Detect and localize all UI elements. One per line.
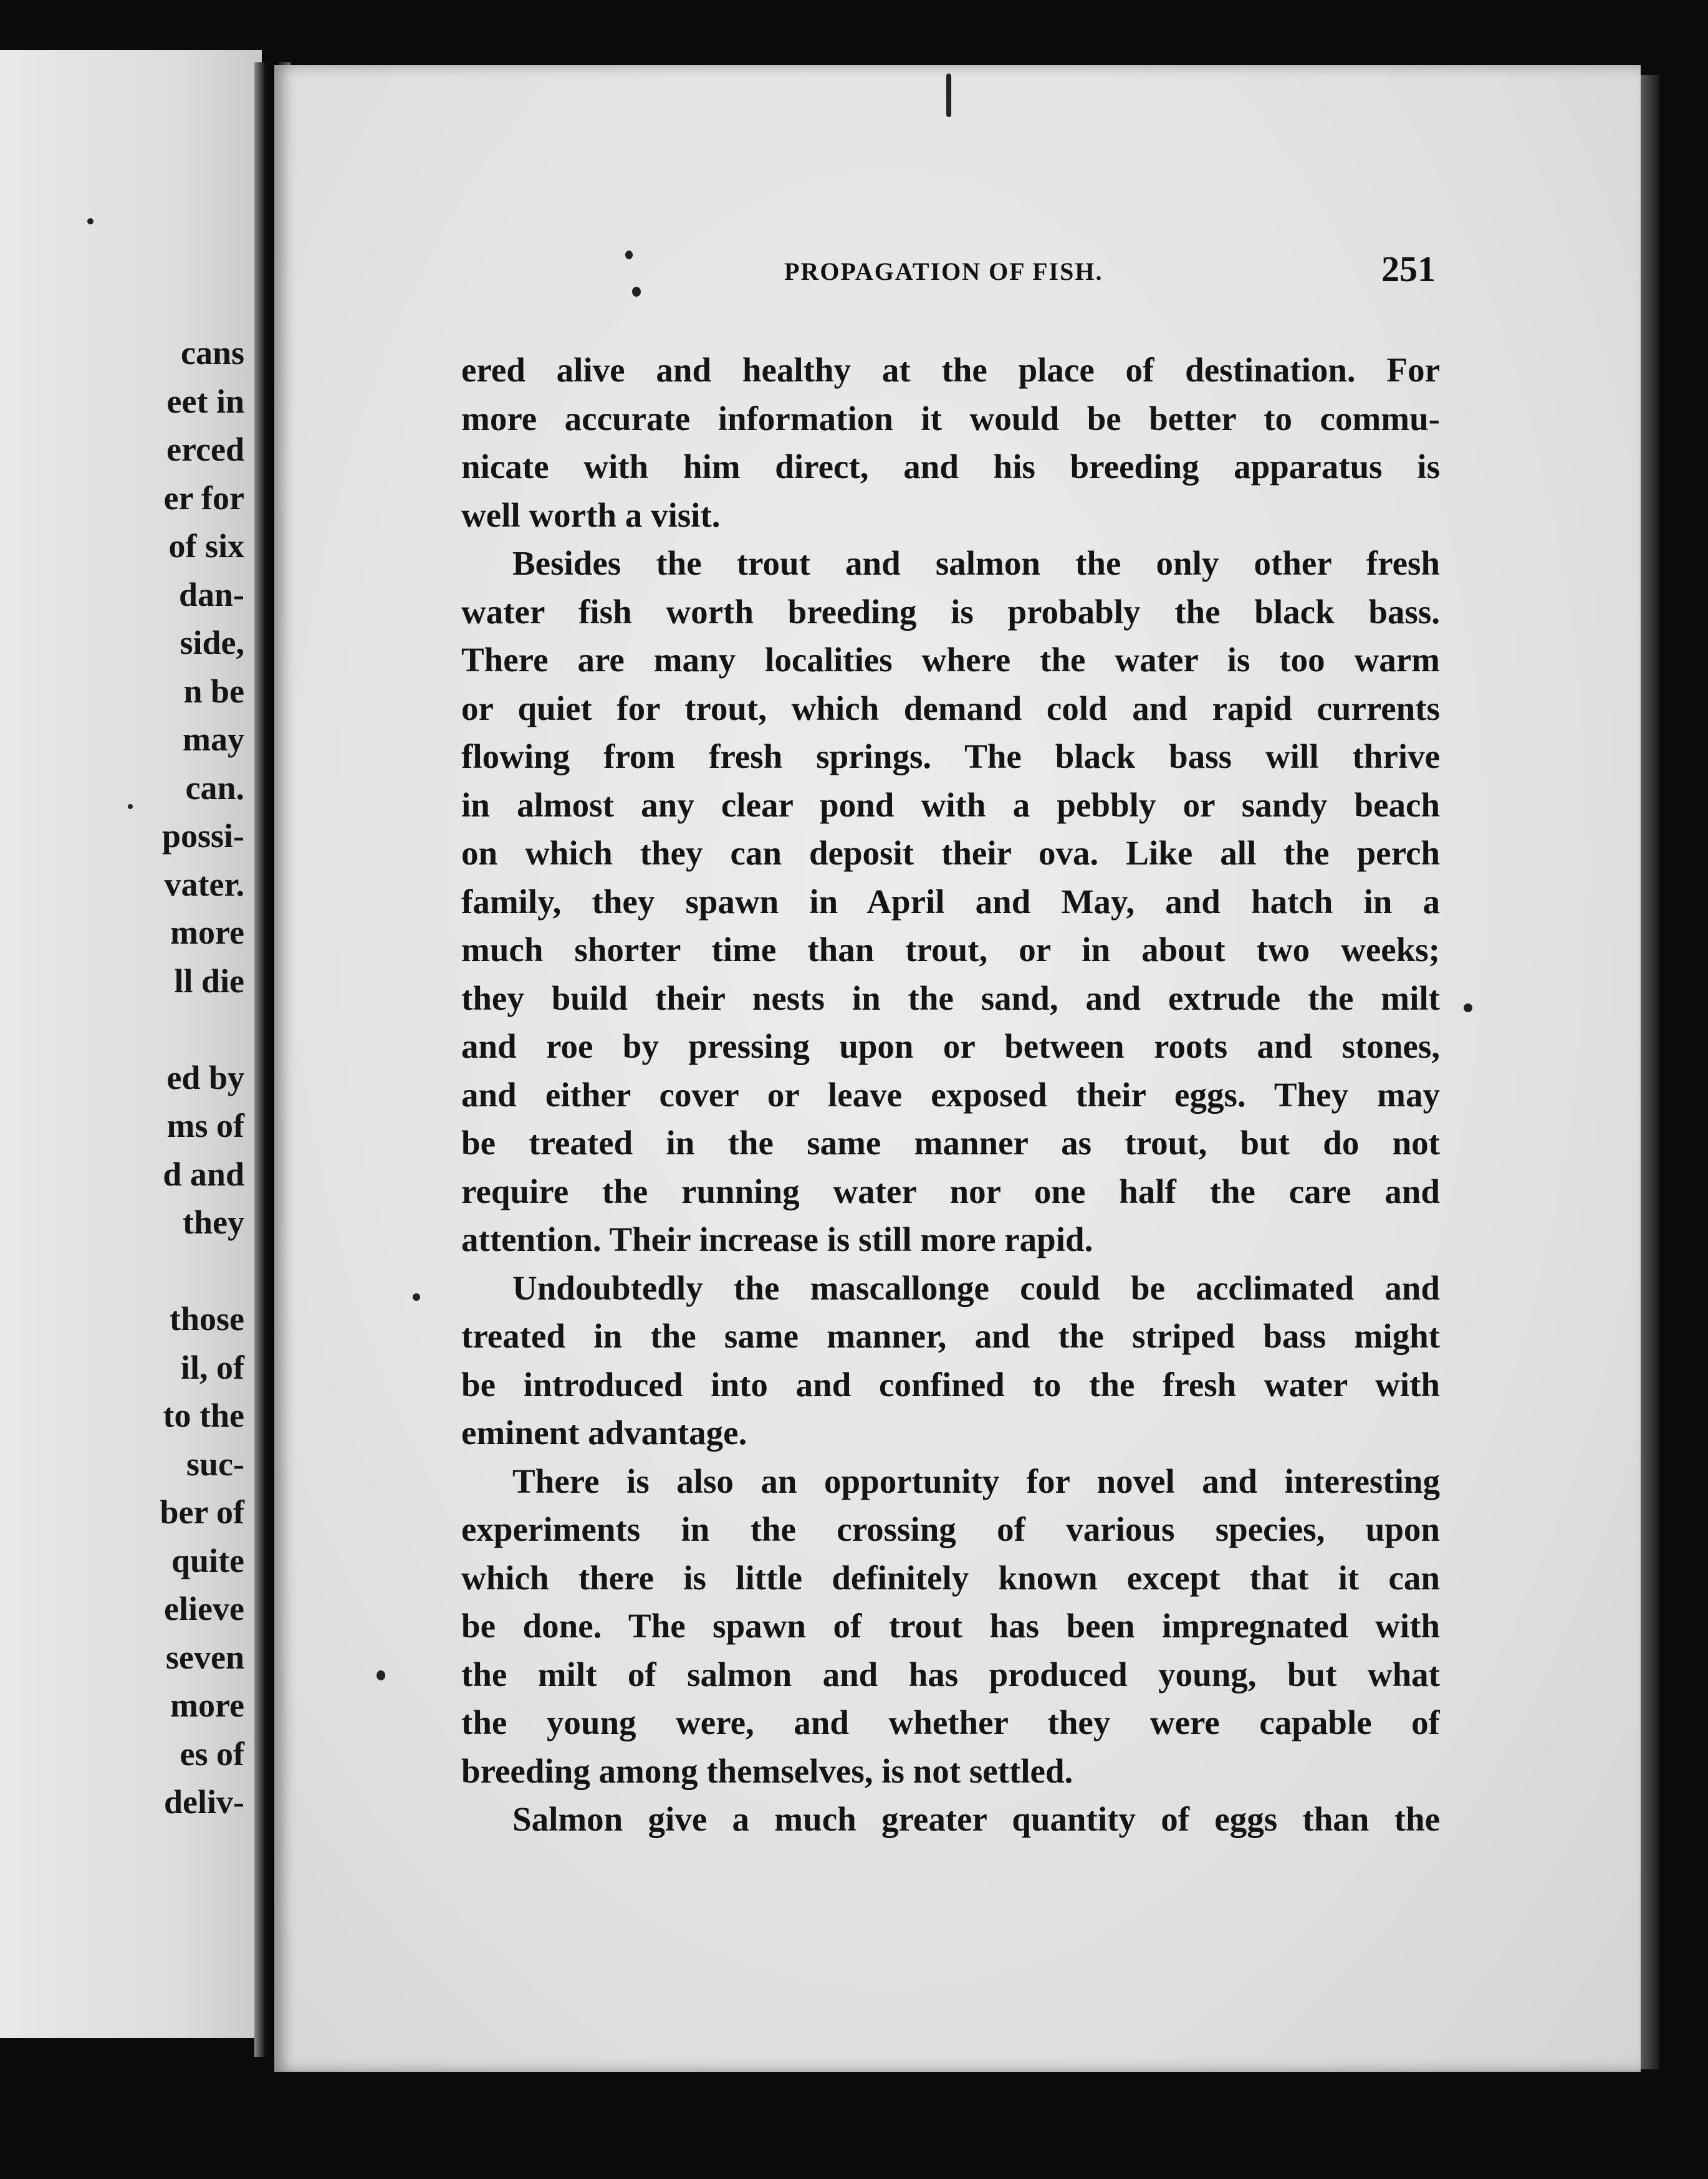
left-page-line: more bbox=[170, 914, 244, 951]
body-line: which there is little definitely known except that it can bbox=[461, 1558, 1440, 1597]
right-page-edge bbox=[1641, 75, 1659, 2069]
body-line: they build their nests in the sand, and extrude the milt bbox=[461, 979, 1440, 1017]
body-line: water fish worth breeding is probably the black bass. bbox=[461, 592, 1440, 631]
body-line: breeding among themselves, is not settled. bbox=[461, 1751, 1073, 1790]
left-page-line: those bbox=[170, 1300, 244, 1338]
body-line: on which they can deposit their ova. Like all the perch bbox=[461, 834, 1440, 872]
left-page-line: ed by bbox=[166, 1058, 244, 1096]
body-line: require the running water nor one half the care and bbox=[461, 1172, 1440, 1210]
left-page-line: to the bbox=[163, 1397, 244, 1434]
left-page-line: er for bbox=[163, 479, 244, 517]
left-page-line: n be bbox=[183, 672, 244, 710]
body-line: Undoubtedly the mascallonge could be acclimated and bbox=[512, 1268, 1440, 1307]
body-line: There are many localities where the water is too warm bbox=[461, 641, 1440, 679]
body-line: family, they spawn in April and May, and hatch in a bbox=[461, 882, 1440, 921]
left-page-line: cans bbox=[180, 334, 244, 371]
body-line: flowing from fresh springs. The black bass will thrive bbox=[461, 737, 1440, 775]
scan-speck bbox=[625, 251, 633, 259]
left-page-line: vater. bbox=[164, 865, 244, 903]
left-page-line: quite bbox=[171, 1541, 244, 1579]
left-page-line: d and bbox=[163, 1155, 244, 1193]
left-page-line: es of bbox=[180, 1735, 244, 1773]
left-page-line: dan- bbox=[178, 575, 244, 613]
left-page-line: can. bbox=[185, 769, 244, 807]
body-line: attention. Their increase is still more rapid. bbox=[461, 1220, 1093, 1258]
body-line: experiments in the crossing of various species, upon bbox=[461, 1510, 1440, 1548]
left-page-line: il, of bbox=[181, 1348, 244, 1386]
body-line: and either cover or leave exposed their eggs. They may bbox=[461, 1075, 1440, 1114]
body-line: well worth a visit. bbox=[461, 496, 721, 534]
body-line: or quiet for trout, which demand cold and rapid currents bbox=[461, 689, 1440, 727]
left-page-line bbox=[0, 1247, 244, 1296]
left-page-line: suc- bbox=[186, 1445, 244, 1483]
scan-speck bbox=[632, 287, 641, 297]
left-page-line: ber of bbox=[160, 1493, 244, 1531]
body-line: be treated in the same manner as trout, but do not bbox=[461, 1124, 1440, 1162]
scan-speck bbox=[87, 218, 94, 224]
left-page-text bbox=[0, 329, 244, 1827]
body-line: treated in the same manner, and the striped bass might bbox=[461, 1317, 1440, 1355]
body-line: the young were, and whether they were capable of bbox=[461, 1703, 1440, 1741]
left-page-line: ms of bbox=[166, 1107, 244, 1144]
body-line: nicate with him direct, and his breeding apparatus is bbox=[461, 448, 1440, 486]
body-line: eminent advantage. bbox=[461, 1414, 747, 1452]
body-line: in almost any clear pond with a pebbly or sandy beach bbox=[461, 785, 1440, 824]
left-page-line: ll die bbox=[174, 962, 244, 1000]
body-line: much shorter time than trout, or in about two weeks; bbox=[461, 931, 1440, 969]
body-line: Besides the trout and salmon the only other fresh bbox=[512, 544, 1440, 582]
left-page-line bbox=[0, 1005, 244, 1054]
body-line: Salmon give a much greater quantity of eggs than the bbox=[512, 1800, 1440, 1838]
body-text bbox=[461, 346, 1440, 1844]
left-page-line: of six bbox=[168, 527, 244, 565]
page-number: 251 bbox=[1381, 249, 1436, 289]
body-line: more accurate information it would be better to commu- bbox=[461, 399, 1440, 438]
running-head: PROPAGATION OF FISH. bbox=[784, 257, 1103, 285]
left-page-line: deliv- bbox=[164, 1783, 244, 1821]
body-line: ered alive and healthy at the place of destination. For bbox=[461, 351, 1440, 389]
left-page-line: possi- bbox=[161, 817, 244, 855]
scan-speck bbox=[377, 1670, 385, 1680]
body-line: be introduced into and confined to the fresh water with bbox=[461, 1365, 1440, 1404]
scan-speck bbox=[1464, 1003, 1472, 1012]
body-line: the milt of salmon and has produced young, but what bbox=[461, 1655, 1440, 1693]
body-line: There is also an opportunity for novel and interesting bbox=[512, 1462, 1440, 1500]
left-page-line: may bbox=[183, 721, 244, 758]
left-page-line: elieve bbox=[164, 1590, 244, 1627]
scan-speck bbox=[946, 74, 951, 117]
body-line: be done. The spawn of trout has been impregnated with bbox=[461, 1607, 1440, 1645]
left-page-line: erced bbox=[166, 431, 244, 468]
body-line: and roe by pressing upon or between roots and stones, bbox=[461, 1027, 1440, 1065]
left-page-line: seven bbox=[166, 1638, 244, 1676]
left-page-line: more bbox=[170, 1687, 244, 1724]
left-facing-page bbox=[0, 50, 262, 2038]
left-page-line: side, bbox=[180, 624, 244, 661]
left-page-line: eet in bbox=[166, 382, 244, 420]
scan-speck bbox=[128, 804, 133, 809]
left-page-line: they bbox=[183, 1204, 244, 1241]
scan-speck bbox=[413, 1293, 420, 1301]
